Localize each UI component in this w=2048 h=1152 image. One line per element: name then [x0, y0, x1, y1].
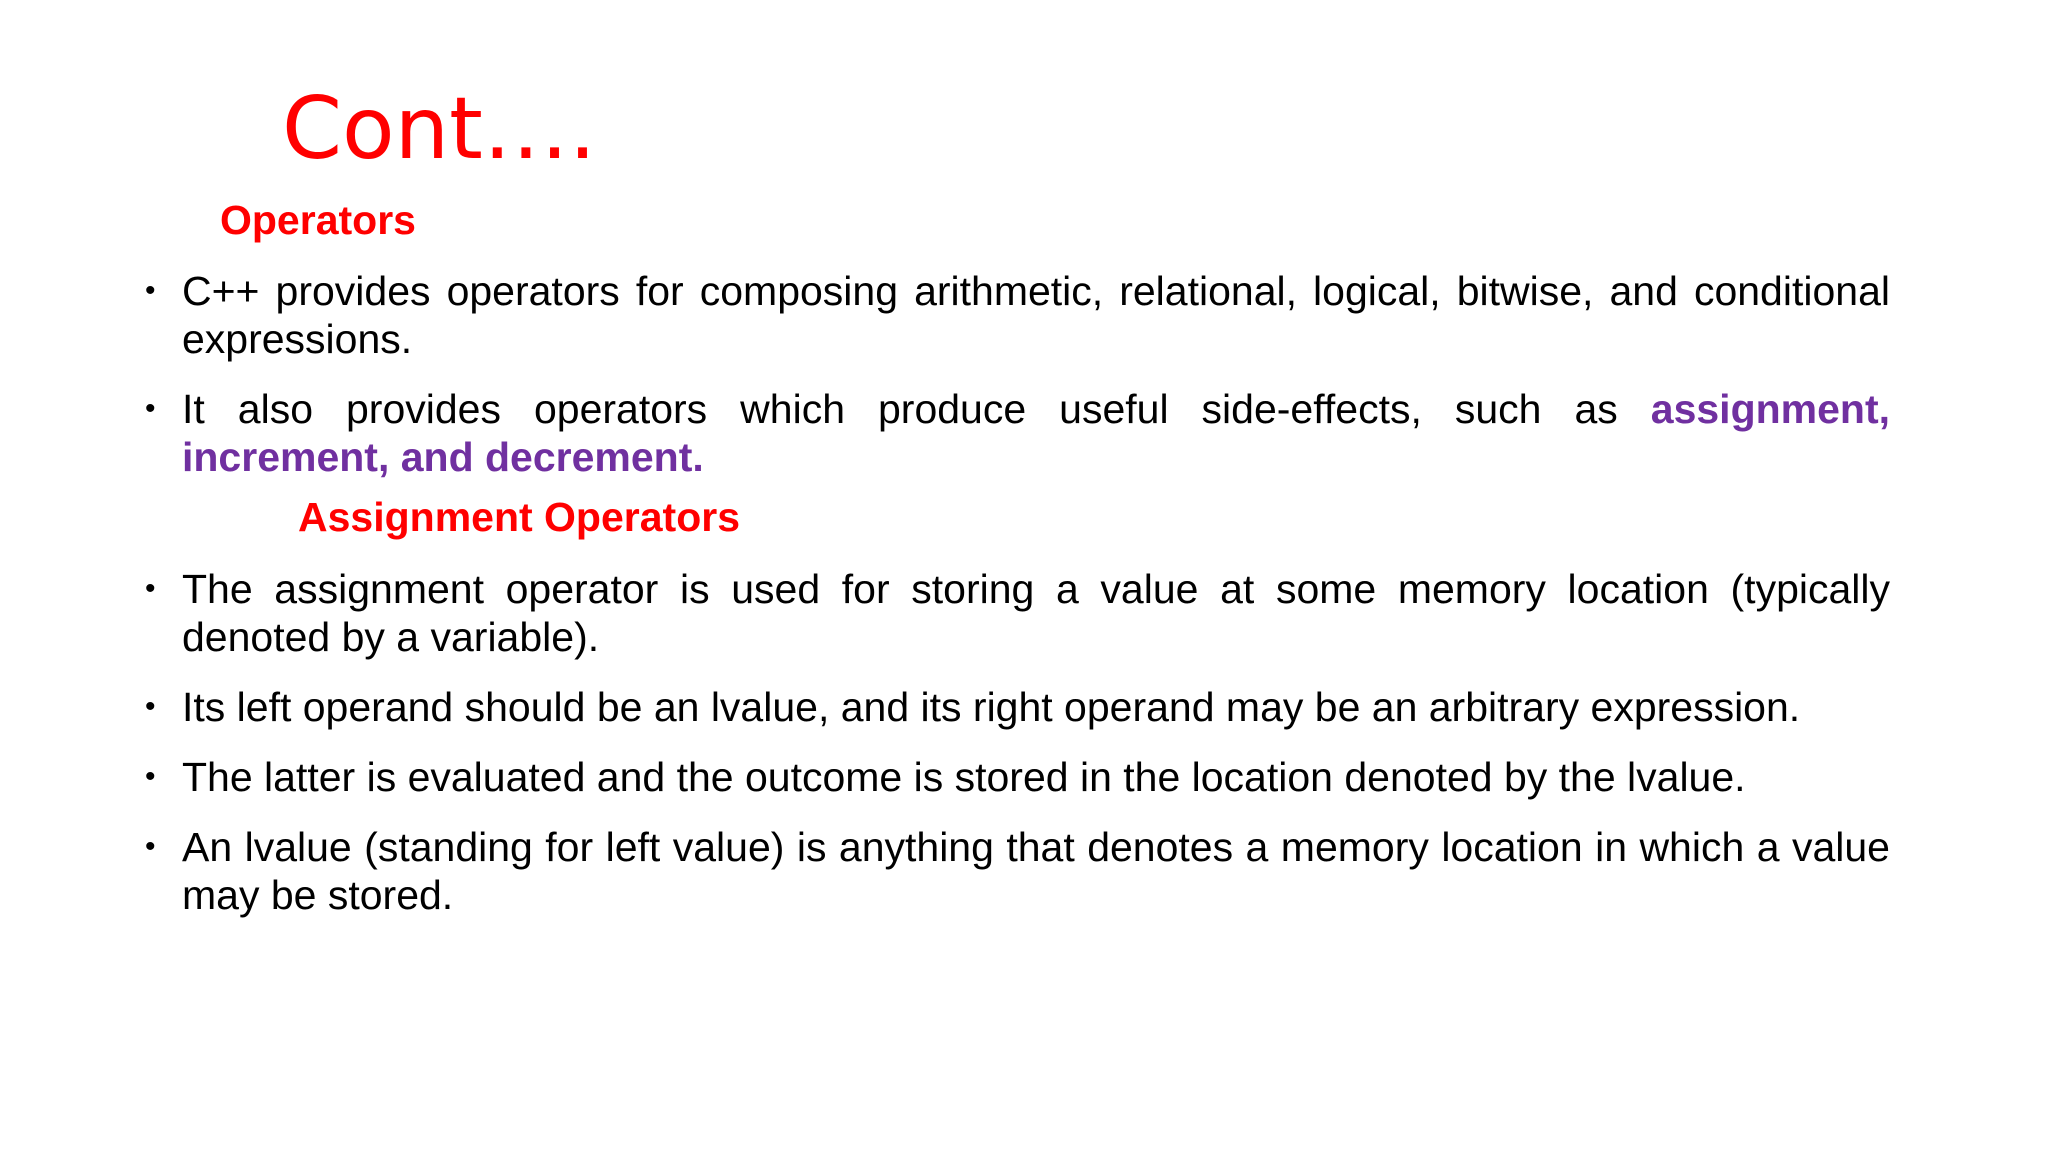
bullet-highlight-text: assignment, increment, and decrement. — [182, 386, 1890, 480]
slide-title: Cont…. — [282, 79, 597, 179]
bullet-text: Its left operand should be an lvalue, and its right operand may be an arbitrary expression. — [182, 684, 1801, 730]
bullet-dot-icon: • — [145, 830, 156, 863]
bullet-dot-icon: • — [145, 392, 156, 425]
bullet-text: C++ provides operators for composing arithmetic, relational, logical, bitwise, and conditional expressions. — [182, 268, 1890, 362]
bullet-text: It also provides operators which produce useful side-effects, such as — [182, 386, 1651, 432]
bullet-text: The latter is evaluated and the outcome is stored in the location denoted by the lvalue. — [182, 754, 1746, 800]
bullet-item — [140, 267, 1890, 363]
bullet-dot-icon: • — [145, 690, 156, 723]
bullet-item — [140, 385, 1890, 481]
bullet-item — [140, 565, 1890, 661]
bullet-list-operators — [140, 267, 1890, 503]
section-heading-operators: Operators — [220, 197, 416, 243]
bullet-dot-icon: • — [145, 572, 156, 605]
bullet-item — [140, 823, 1890, 919]
bullet-text: An lvalue (standing for left value) is anything that denotes a memory location in which a value may be stored. — [182, 824, 1890, 918]
bullet-text: The assignment operator is used for storing a value at some memory location (typically denoted by a variable). — [182, 566, 1890, 660]
bullet-item — [140, 753, 1890, 801]
bullet-list-assignment — [140, 565, 1890, 941]
bullet-dot-icon: • — [145, 760, 156, 793]
bullet-item — [140, 683, 1890, 731]
bullet-dot-icon: • — [145, 274, 156, 307]
section-heading-assignment-operators: Assignment Operators — [298, 494, 740, 540]
